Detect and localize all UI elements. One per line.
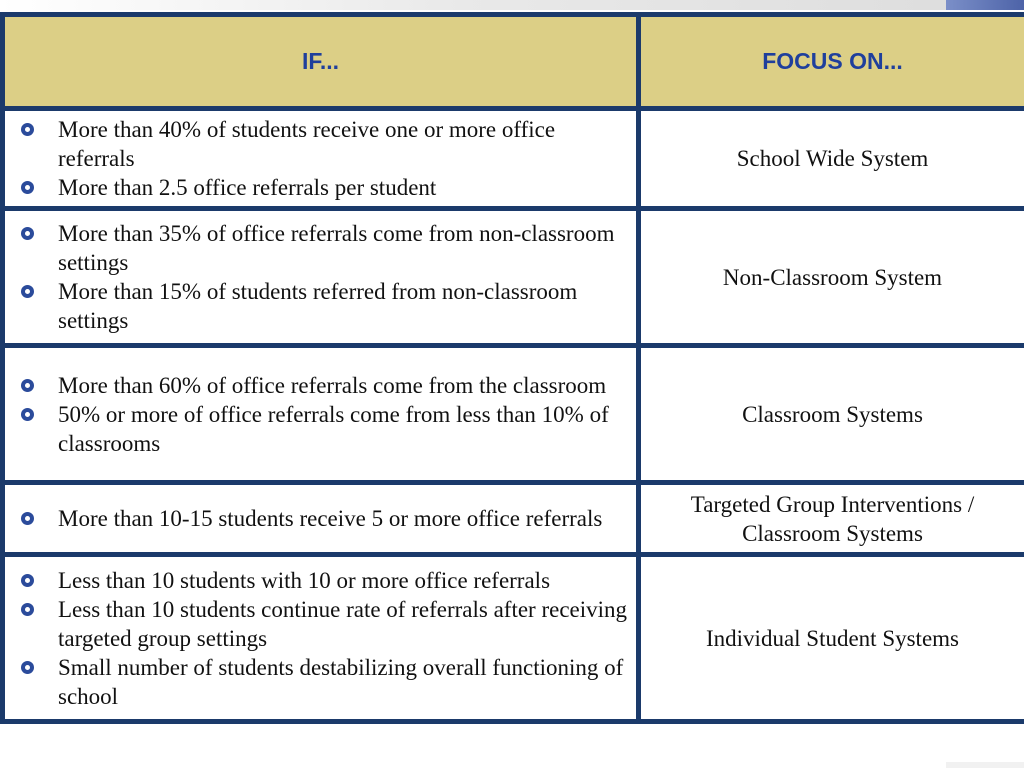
conditions-cell bbox=[3, 346, 639, 483]
focus-table bbox=[0, 12, 1024, 724]
top-decoration-strip bbox=[0, 0, 1024, 10]
header-focus-on: FOCUS ON... bbox=[639, 15, 1024, 109]
condition-list bbox=[5, 371, 636, 458]
focus-cell: Individual Student Systems bbox=[639, 555, 1024, 722]
condition-item bbox=[5, 219, 636, 277]
condition-list bbox=[5, 504, 636, 533]
bullet-icon bbox=[21, 661, 34, 674]
bullet-icon bbox=[21, 574, 34, 587]
condition-item bbox=[5, 653, 636, 711]
conditions-cell bbox=[3, 555, 639, 722]
condition-text: More than 60% of office referrals come from the classroom bbox=[58, 372, 607, 398]
condition-text: More than 10-15 students receive 5 or more office referrals bbox=[58, 506, 603, 531]
bullet-icon bbox=[21, 123, 34, 136]
focus-cell: School Wide System bbox=[639, 109, 1024, 209]
condition-text: 50% or more of office referrals come from less than 10% of classrooms bbox=[58, 401, 609, 456]
bullet-icon bbox=[21, 285, 34, 298]
condition-text: More than 40% of students receive one or more office referrals bbox=[58, 117, 556, 171]
table-row bbox=[3, 109, 1024, 209]
condition-list bbox=[5, 219, 636, 335]
condition-list bbox=[5, 115, 636, 202]
bottom-accent bbox=[946, 762, 1024, 768]
conditions-cell bbox=[3, 209, 639, 346]
focus-cell: Classroom Systems bbox=[639, 346, 1024, 483]
table-row bbox=[3, 209, 1024, 346]
condition-item bbox=[5, 115, 636, 173]
focus-cell: Targeted Group Interventions / Classroom Systems bbox=[639, 483, 1024, 555]
condition-item bbox=[5, 371, 636, 400]
conditions-cell bbox=[3, 483, 639, 555]
condition-text: More than 35% of office referrals come from non-classroom settings bbox=[58, 221, 615, 275]
header-if: IF... bbox=[3, 15, 639, 109]
corner-accent bbox=[946, 0, 1024, 10]
bullet-icon bbox=[21, 181, 34, 194]
condition-text: More than 2.5 office referrals per student bbox=[58, 175, 437, 200]
condition-item bbox=[5, 173, 636, 202]
condition-item bbox=[5, 504, 636, 533]
bullet-icon bbox=[21, 408, 34, 421]
header-row bbox=[3, 15, 1024, 109]
condition-text: Small number of students destabilizing overall functioning of school bbox=[58, 654, 624, 709]
condition-item bbox=[5, 595, 636, 653]
condition-text: Less than 10 students with 10 or more office referrals bbox=[58, 567, 551, 593]
bullet-icon bbox=[21, 512, 34, 525]
table-row bbox=[3, 483, 1024, 555]
bullet-icon bbox=[21, 603, 34, 616]
table-row bbox=[3, 346, 1024, 483]
condition-list bbox=[5, 566, 636, 711]
condition-item bbox=[5, 400, 636, 458]
condition-text: More than 15% of students referred from non-classroom settings bbox=[58, 279, 578, 333]
bullet-icon bbox=[21, 379, 34, 392]
condition-item bbox=[5, 566, 636, 595]
bullet-icon bbox=[21, 227, 34, 240]
conditions-cell bbox=[3, 109, 639, 209]
focus-cell: Non-Classroom System bbox=[639, 209, 1024, 346]
condition-text: Less than 10 students continue rate of referrals after receiving targeted group settings bbox=[58, 596, 628, 651]
condition-item bbox=[5, 277, 636, 335]
table-row bbox=[3, 555, 1024, 722]
